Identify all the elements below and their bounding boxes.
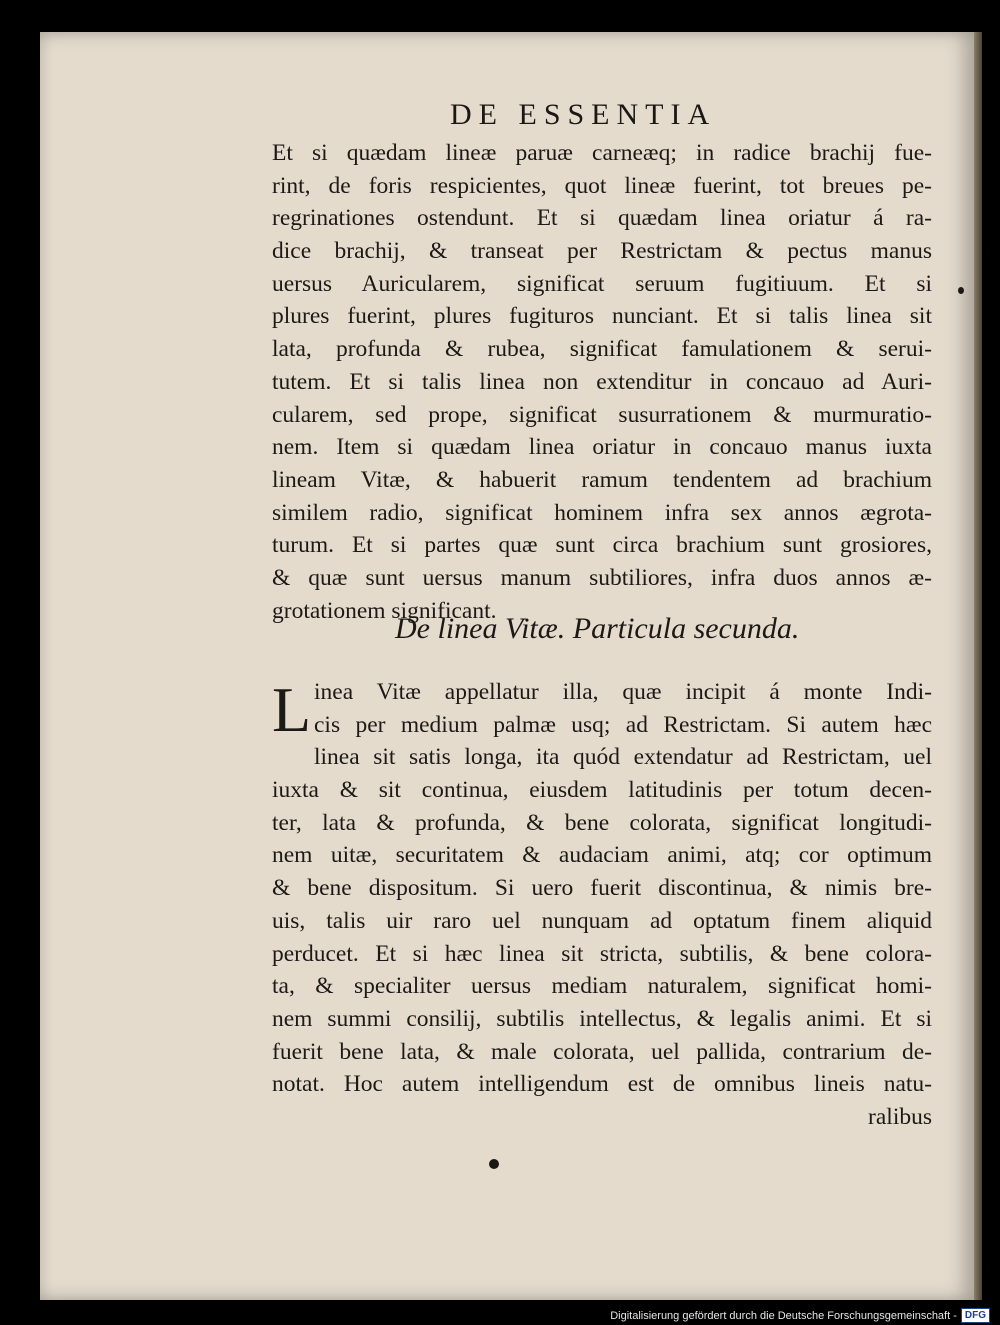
text-line: dice brachij, & transeat per Restrictam & pectus manus — [272, 238, 932, 265]
text-line: ter, lata & profunda, & bene colorata, significat longitudi- — [272, 809, 932, 836]
text-line: similem radio, significat hominem infra sex annos ægrota- — [272, 499, 932, 526]
text-line: nem. Item si quædam linea oriatur in concauo manus iuxta — [272, 434, 932, 461]
text-line: linea sit satis longa, ita quód extendatur ad Restrictam, uel — [314, 744, 932, 771]
text-line: turum. Et si partes quæ sunt circa brachium sunt grosiores, — [272, 532, 932, 559]
text-line: perducet. Et si hæc linea sit stricta, subtilis, & bene colora- — [272, 940, 932, 967]
paragraph-1 — [272, 137, 932, 627]
text-line: grotationem significant. — [272, 597, 497, 624]
running-head: DE ESSENTIA — [450, 98, 717, 131]
text-line: cularem, sed prope, significat susurrationem & murmuratio- — [272, 401, 932, 428]
text-line: iuxta & sit continua, eiusdem latitudinis per totum decen- — [272, 777, 932, 804]
ornament-dot — [489, 1159, 499, 1169]
text-line: rint, de foris respicientes, quot lineæ fuerint, tot breues pe- — [272, 172, 932, 199]
paragraph-2 — [272, 676, 932, 1134]
text-line: Et si quædam lineæ paruæ carneæq; in radice brachij fue- — [272, 140, 932, 166]
catchword: ralibus — [868, 1103, 932, 1130]
text-line: uis, talis uir raro uel nunquam ad optatum finem aliquid — [272, 907, 932, 934]
footer-credit — [610, 1308, 990, 1323]
margin-dot — [958, 287, 964, 294]
footer-text: Digitalisierung gefördert durch die Deutsche Forschungsgemeinschaft - — [610, 1309, 957, 1322]
text-line: regrinationes ostendunt. Et si quædam linea oriatur á ra- — [272, 205, 932, 232]
drop-cap: L — [272, 674, 312, 745]
text-line: lineam Vitæ, & habuerit ramum tendentem ad brachium — [272, 466, 932, 493]
text-line: & quæ sunt uersus manum subtiliores, infra duos annos æ- — [272, 564, 932, 591]
text-line: inea Vitæ appellatur illa, quæ incipit á monte Indi- — [314, 679, 932, 705]
section-title: De linea Vitæ. Particula secunda. — [395, 612, 800, 645]
text-line: ta, & specialiter uersus mediam naturalem, significat homi- — [272, 973, 932, 1000]
text-line: cis per medium palmæ usq; ad Restrictam. Si autem hæc — [314, 711, 932, 738]
text-line: & bene dispositum. Si uero fuerit discontinua, & nimis bre- — [272, 875, 932, 902]
text-line: lata, profunda & rubea, significat famulationem & serui- — [272, 336, 932, 363]
text-line: nem uitæ, securitatem & audaciam animi, atq; cor optimum — [272, 842, 932, 869]
text-line: notat. Hoc autem intelligendum est de omnibus lineis natu- — [272, 1071, 932, 1098]
text-line: plures fuerint, plures fugituros nunciant. Et si talis linea sit — [272, 303, 932, 330]
text-line: tutem. Et si talis linea non extenditur in concauo ad Auri- — [272, 368, 932, 395]
text-line: uersus Auricularem, significat seruum fugitiuum. Et si — [272, 270, 932, 297]
text-line: fuerit bene lata, & male colorata, uel pallida, contrarium de- — [272, 1038, 932, 1065]
dfg-logo: DFG — [961, 1308, 990, 1323]
page-edge — [974, 32, 982, 1300]
text-line: nem summi consilij, subtilis intellectus, & legalis animi. Et si — [272, 1005, 932, 1032]
